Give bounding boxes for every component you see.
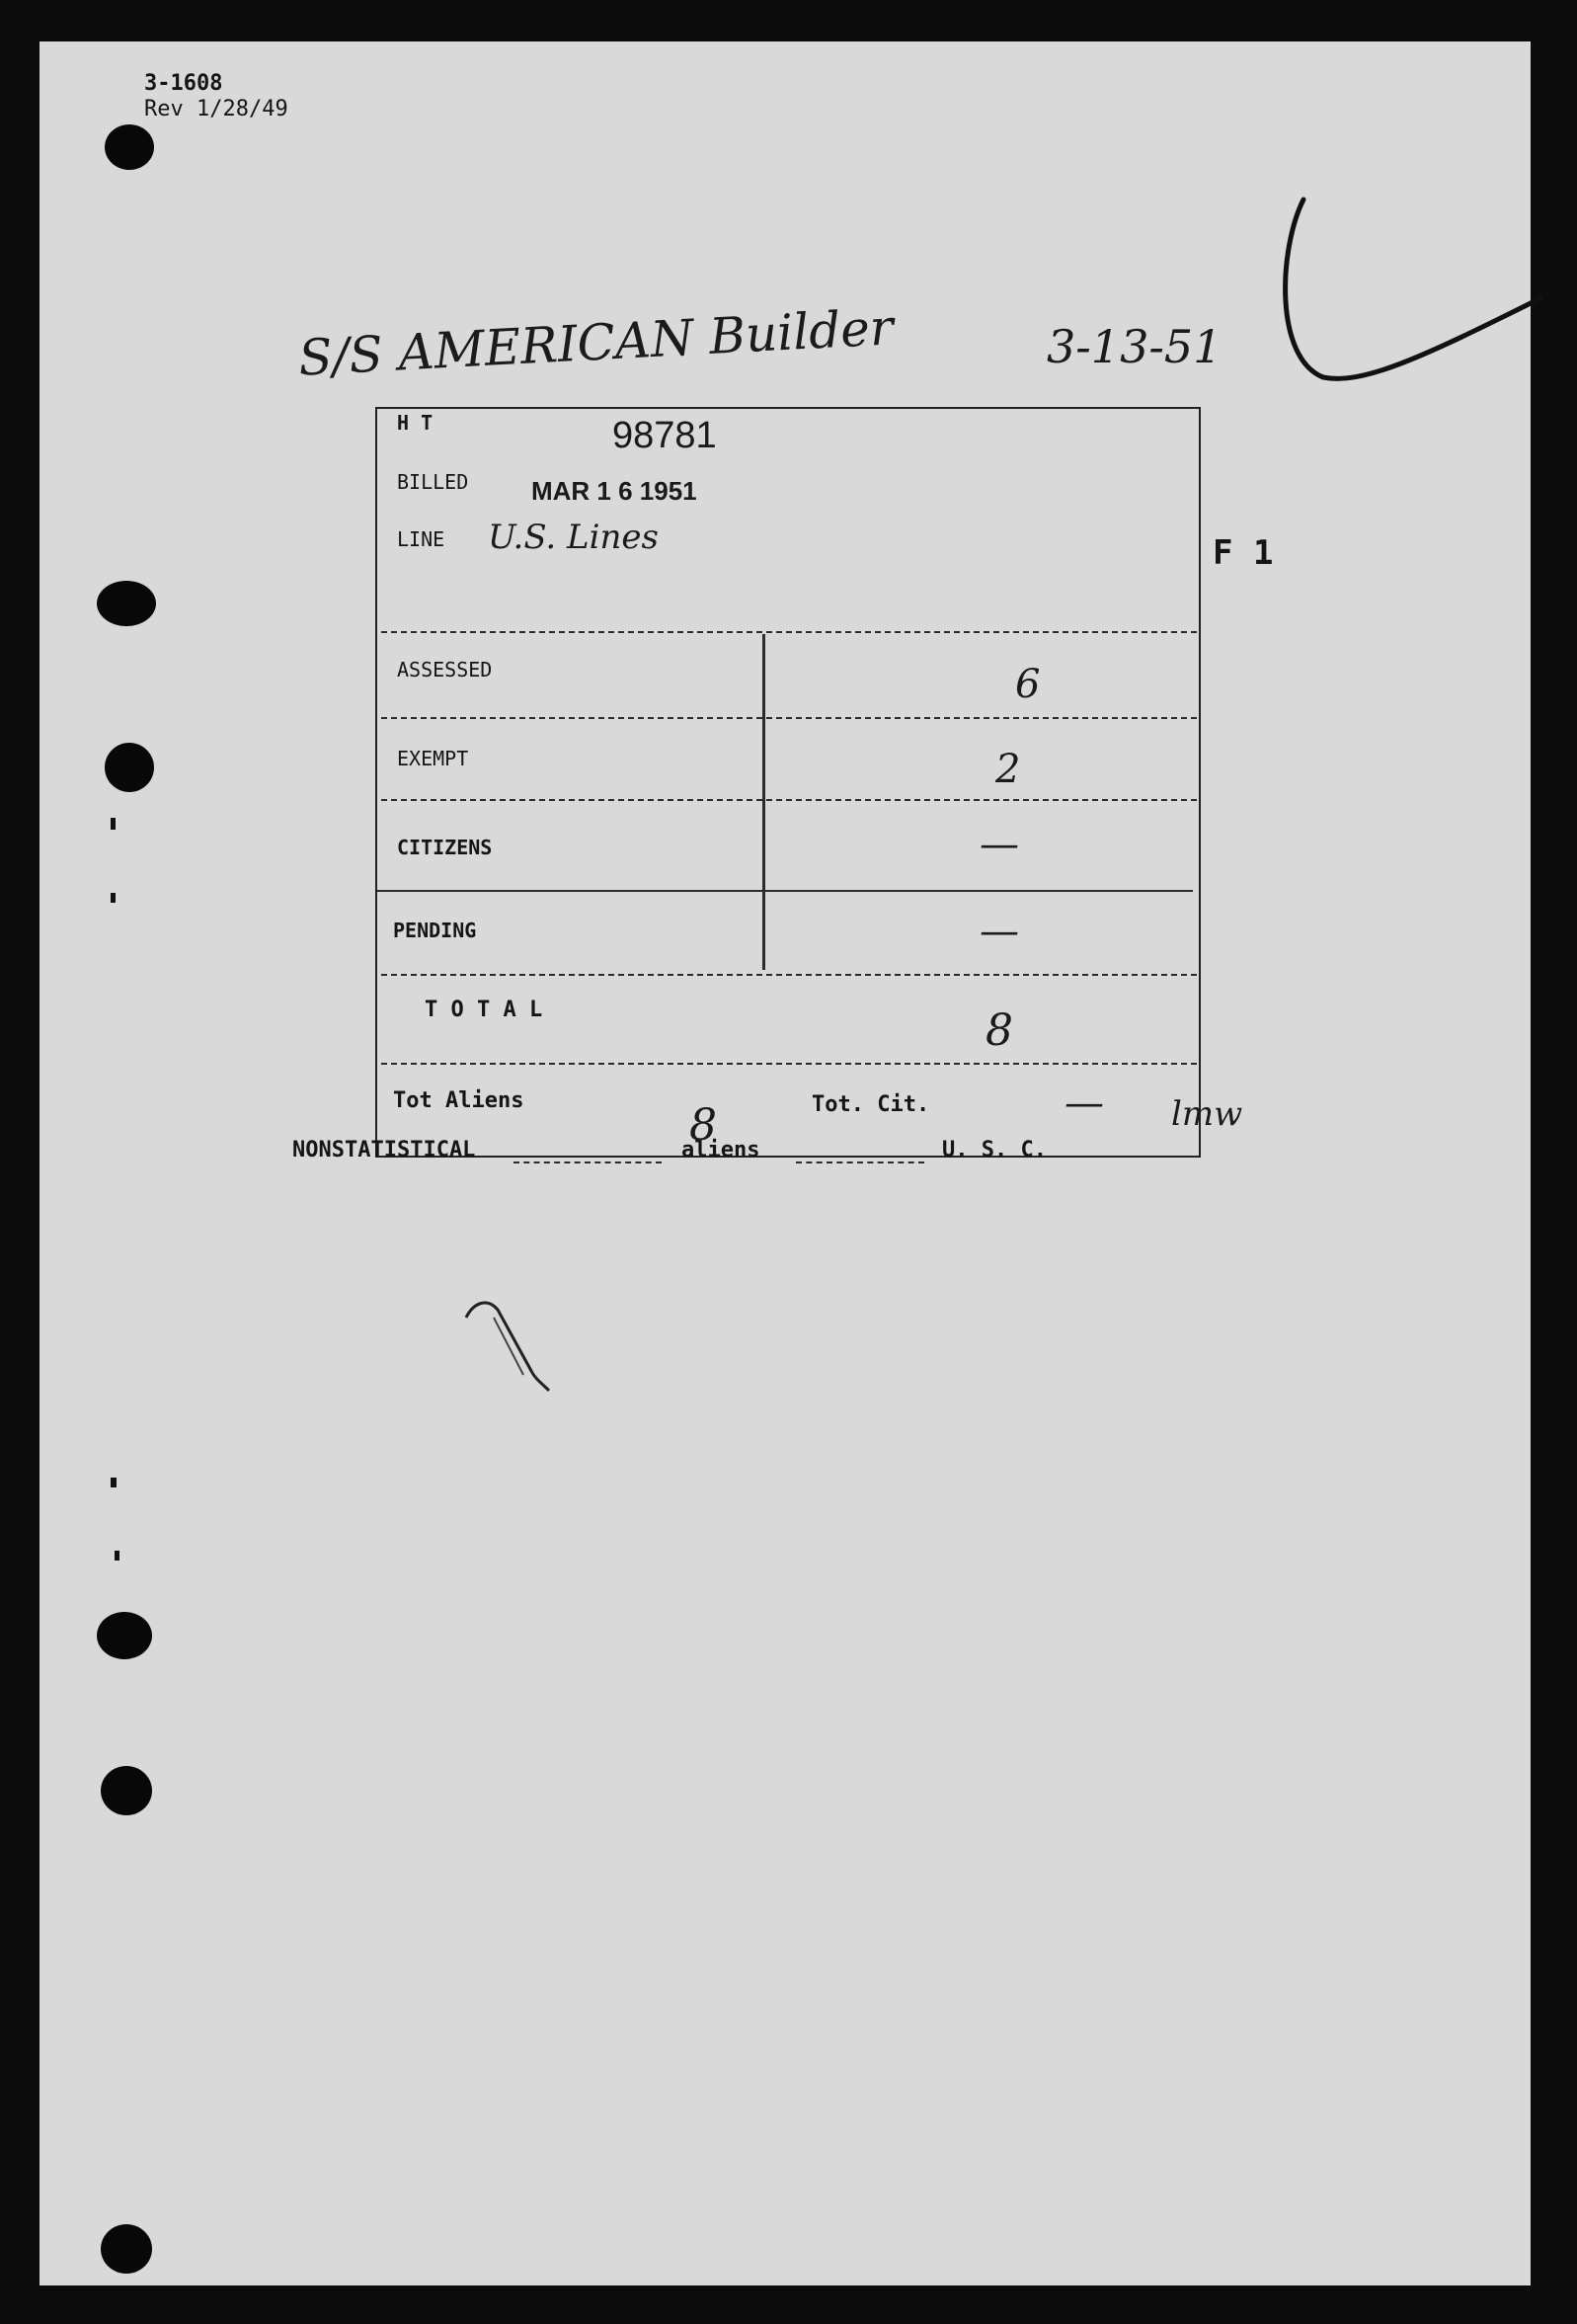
binder-hole <box>105 124 154 170</box>
binder-hole <box>97 1612 152 1659</box>
column-divider <box>762 634 765 970</box>
divider <box>381 631 1197 633</box>
speck <box>111 1478 117 1487</box>
citizens-label: CITIZENS <box>397 836 493 859</box>
binder-hole <box>97 581 156 626</box>
billed-label: BILLED <box>397 470 469 494</box>
divider <box>381 799 1197 801</box>
ht-number-stamp: 98781 <box>612 415 717 456</box>
total-value: 8 <box>986 1005 1013 1056</box>
tot-aliens-label: Tot Aliens <box>393 1088 524 1113</box>
aliens-blank <box>796 1162 924 1163</box>
nonstatistical-blank <box>513 1162 662 1163</box>
total-label: T O T A L <box>425 998 543 1022</box>
divider <box>381 974 1197 976</box>
speck <box>115 1551 119 1561</box>
speck <box>111 893 116 903</box>
reviewer-initials: lmw <box>1171 1094 1243 1134</box>
nonstatistical-label: NONSTATISTICAL <box>292 1138 476 1162</box>
paperclip-mark-icon <box>454 1288 563 1406</box>
form-revision: Rev 1/28/49 <box>144 97 288 121</box>
binder-hole <box>101 2224 152 2274</box>
header-date: 3-13-51 <box>1047 320 1222 373</box>
pending-label: PENDING <box>393 919 477 942</box>
exempt-value: 2 <box>995 747 1021 792</box>
ht-label: H T <box>397 411 434 435</box>
assessed-label: ASSESSED <box>397 658 493 681</box>
pending-value: — <box>980 909 1019 954</box>
speck <box>111 818 116 830</box>
divider <box>377 890 1193 892</box>
tot-cit-value: — <box>1064 1081 1104 1126</box>
line-label: LINE <box>397 527 445 551</box>
tot-aliens-value: 8 <box>689 1100 717 1151</box>
billed-date-stamp: MAR 1 6 1951 <box>531 476 697 506</box>
binder-hole <box>101 1766 152 1815</box>
aliens-label: aliens <box>681 1138 760 1162</box>
document-page <box>39 41 1531 2285</box>
line-value: U.S. Lines <box>488 518 659 557</box>
usc-label: U. S. C. <box>942 1138 1047 1162</box>
tot-cit-label: Tot. Cit. <box>812 1092 930 1117</box>
divider <box>381 1063 1197 1065</box>
manifest-form-box <box>375 407 1201 1158</box>
form-number: 3-1608 <box>144 71 223 96</box>
assessed-value: 6 <box>1015 662 1041 707</box>
binder-hole <box>105 743 154 792</box>
citizens-value: — <box>980 822 1019 867</box>
checkmark-icon <box>1224 160 1550 417</box>
divider <box>381 717 1197 719</box>
side-stamp-mark: F 1 <box>1213 533 1274 573</box>
exempt-label: EXEMPT <box>397 747 469 770</box>
ship-name: S/S AMERICAN Builder <box>296 298 895 387</box>
